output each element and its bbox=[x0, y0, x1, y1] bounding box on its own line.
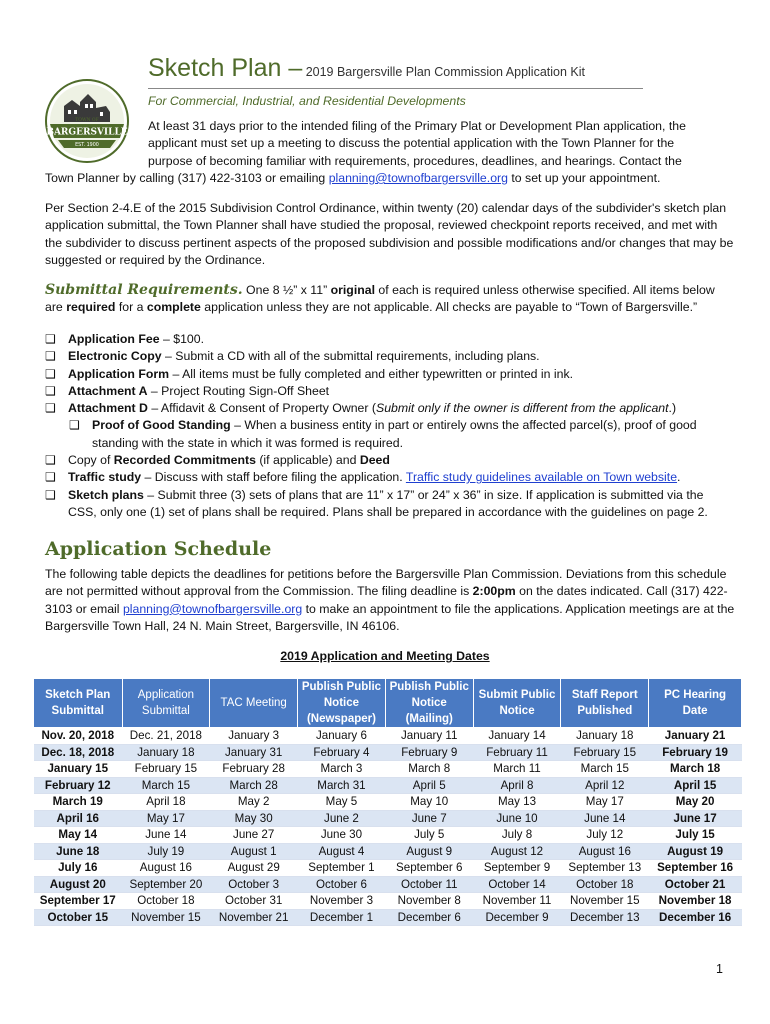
logo-top-text: TOWN OF bbox=[75, 118, 99, 123]
table-cell: November 18 bbox=[649, 893, 742, 910]
table-cell: May 14 bbox=[34, 827, 123, 844]
table-cell: December 6 bbox=[385, 909, 473, 926]
table-cell: November 8 bbox=[385, 893, 473, 910]
table-cell: June 7 bbox=[385, 810, 473, 827]
table-cell: November 21 bbox=[210, 909, 298, 926]
table-cell: October 3 bbox=[210, 876, 298, 893]
table-cell: October 21 bbox=[649, 876, 742, 893]
table-cell: April 15 bbox=[649, 777, 742, 794]
table-cell: July 15 bbox=[649, 827, 742, 844]
submittal-text-2: of each is required unless otherwise specified. All items below are bbox=[45, 283, 715, 315]
table-cell: April 12 bbox=[561, 777, 649, 794]
table-cell: October 15 bbox=[34, 909, 123, 926]
table-row bbox=[34, 860, 742, 877]
table-cell: March 8 bbox=[385, 761, 473, 778]
schedule-heading: Application Schedule bbox=[45, 538, 272, 560]
checklist-item: ❑ Sketch plans – Submit three (3) sets of plans that are 11” x 17” or 24” x 36” in size. If application is submitted via the CSS, only one (1) set of plans shall be required. Plans shall be prepared in accordance with the guidelines on page 2. bbox=[45, 487, 708, 519]
submittal-required: required bbox=[66, 300, 116, 315]
table-cell: June 14 bbox=[561, 810, 649, 827]
table-cell: October 18 bbox=[561, 876, 649, 893]
table-header-row bbox=[34, 679, 742, 728]
table-cell: January 14 bbox=[473, 728, 561, 745]
table-cell: July 5 bbox=[385, 827, 473, 844]
ordinance-paragraph: Per Section 2-4.E of the 2015 Subdivision Control Ordinance, within twenty (20) calendar days of the subdivider's sketch plan application submittal, the Town Planner shall have studied the proposal, reviewed checkpoint reports received, and met with the subdivider to discuss pertinent aspects of the proposed subdivision and possible modifications and/or changes that may be suggested or required by the Ordinance. bbox=[45, 201, 734, 267]
table-cell: June 18 bbox=[34, 843, 123, 860]
schedule-email-link[interactable]: planning@townofbargersville.org bbox=[122, 601, 303, 616]
submittal-text-3: for a bbox=[115, 300, 147, 315]
table-cell: July 16 bbox=[34, 860, 123, 877]
table-cell: March 18 bbox=[649, 761, 742, 778]
intro-paragraph: At least 31 days prior to the intended filing of the Primary Plat or Development Plan application, the applicant must set up a meeting to discuss the potential application with the Town Planner for the purpose of becoming familiar with requirements, procedures, deadlines, and hearings. Contact the bbox=[148, 119, 686, 168]
title-divider bbox=[148, 88, 643, 89]
table-cell: December 16 bbox=[649, 909, 742, 926]
intro-contact-line bbox=[45, 170, 735, 187]
table-cell: March 19 bbox=[34, 794, 123, 811]
table-header-cell: Submit Public Notice bbox=[473, 679, 561, 728]
table-cell: April 18 bbox=[122, 794, 210, 811]
table-row bbox=[34, 909, 742, 926]
schedule-text-2: on the dates indicated. Call (317) 422-3103 or email bbox=[45, 584, 728, 616]
table-cell: November 3 bbox=[298, 893, 386, 910]
table-cell: August 20 bbox=[34, 876, 123, 893]
table-cell: February 28 bbox=[210, 761, 298, 778]
table-cell: October 11 bbox=[385, 876, 473, 893]
table-cell: June 17 bbox=[649, 810, 742, 827]
table-cell: August 9 bbox=[385, 843, 473, 860]
checkbox-icon[interactable]: ❑ bbox=[45, 366, 56, 381]
table-cell: August 12 bbox=[473, 843, 561, 860]
table-cell: September 1 bbox=[298, 860, 386, 877]
table-cell: December 1 bbox=[298, 909, 386, 926]
table-title: 2019 Application and Meeting Dates bbox=[280, 649, 490, 663]
checklist-item: ❑ Copy of Recorded Commitments (if applicable) and Deed bbox=[45, 452, 735, 469]
submittal-heading: Submittal Requirements. bbox=[45, 282, 243, 298]
checkbox-icon[interactable]: ❑ bbox=[45, 453, 56, 468]
table-cell: September 17 bbox=[34, 893, 123, 910]
checklist-item: ❑ Electronic Copy – Submit a CD with all of the submittal requirements, including plans. bbox=[45, 348, 735, 365]
table-cell: March 31 bbox=[298, 777, 386, 794]
table-cell: January 18 bbox=[122, 744, 210, 761]
table-cell: May 5 bbox=[298, 794, 386, 811]
table-cell: September 13 bbox=[561, 860, 649, 877]
table-cell: June 27 bbox=[210, 827, 298, 844]
checkbox-icon[interactable]: ❑ bbox=[45, 470, 56, 485]
table-cell: March 28 bbox=[210, 777, 298, 794]
table-cell: January 21 bbox=[649, 728, 742, 745]
table-cell: January 15 bbox=[34, 761, 123, 778]
submittal-text-1: One 8 ½” x 11” bbox=[242, 283, 331, 297]
checklist-item: ❑ Traffic study – Discuss with staff before filing the application. Traffic study guidelines available on Town website. bbox=[45, 469, 735, 486]
table-cell: June 30 bbox=[298, 827, 386, 844]
table-cell: September 16 bbox=[649, 860, 742, 877]
requirements-checklist bbox=[45, 331, 735, 521]
table-header-cell: PC Hearing Date bbox=[649, 679, 742, 728]
table-cell: January 6 bbox=[298, 728, 386, 745]
table-cell: June 2 bbox=[298, 810, 386, 827]
table-cell: May 30 bbox=[210, 810, 298, 827]
traffic-study-link[interactable]: Traffic study guidelines available on Town website bbox=[405, 470, 678, 485]
filing-deadline-time: 2:00pm bbox=[472, 584, 516, 599]
planning-email-link[interactable]: planning@townofbargersville.org bbox=[328, 171, 508, 185]
table-cell: May 2 bbox=[210, 794, 298, 811]
page-subtitle: For Commercial, Industrial, and Residential Developments bbox=[148, 94, 466, 108]
table-cell: August 19 bbox=[649, 843, 742, 860]
schedule-text-3: to make an appointment to file the applications. Application meetings are at the Bargersville Town Hall, 24 N. Main Street, Bargersville, IN 46106. bbox=[45, 601, 735, 633]
submittal-original: original bbox=[330, 283, 376, 297]
table-cell: April 16 bbox=[34, 810, 123, 827]
table-cell: August 16 bbox=[561, 843, 649, 860]
checklist-subitem: ❑ Proof of Good Standing – When a business entity in part or entirely owns the affected parcel(s), proof of good standing with the state in which it was formed is required. bbox=[69, 418, 697, 450]
table-body bbox=[34, 728, 742, 926]
table-cell: February 9 bbox=[385, 744, 473, 761]
table-header-cell: TAC Meeting bbox=[210, 679, 298, 728]
table-header-cell: Staff Report Published bbox=[561, 679, 649, 728]
table-row bbox=[34, 777, 742, 794]
title-sub: 2019 Bargersville Plan Commission Application Kit bbox=[305, 65, 585, 79]
table-header-cell: Application Submittal bbox=[122, 679, 210, 728]
table-cell: October 31 bbox=[210, 893, 298, 910]
schedule-paragraph bbox=[45, 566, 735, 635]
checkbox-icon[interactable]: ❑ bbox=[45, 332, 56, 346]
table-cell: November 11 bbox=[473, 893, 561, 910]
table-header-cell: Publish Public Notice (Mailing) bbox=[385, 679, 473, 728]
checklist-item: ❑ Application Fee – $100. bbox=[45, 331, 735, 348]
table-cell: June 14 bbox=[122, 827, 210, 844]
table-cell: January 18 bbox=[561, 728, 649, 745]
logo-name: BARGERSVILLE bbox=[46, 127, 128, 138]
table-cell: April 8 bbox=[473, 777, 561, 794]
checkbox-icon[interactable]: ❑ bbox=[45, 349, 56, 364]
page-title bbox=[148, 54, 585, 83]
table-cell: December 13 bbox=[561, 909, 649, 926]
table-header-cell: Sketch Plan Submittal bbox=[34, 679, 123, 728]
table-cell: July 19 bbox=[122, 843, 210, 860]
table-cell: March 15 bbox=[122, 777, 210, 794]
table-cell: August 29 bbox=[210, 860, 298, 877]
table-cell: May 17 bbox=[561, 794, 649, 811]
table-cell: March 3 bbox=[298, 761, 386, 778]
table-cell: October 14 bbox=[473, 876, 561, 893]
table-cell: April 5 bbox=[385, 777, 473, 794]
table-cell: August 4 bbox=[298, 843, 386, 860]
table-cell: February 12 bbox=[34, 777, 123, 794]
table-row bbox=[34, 810, 742, 827]
dates-table bbox=[33, 678, 742, 926]
table-cell: October 6 bbox=[298, 876, 386, 893]
logo-est: EST. 1900 bbox=[75, 143, 99, 148]
table-row bbox=[34, 843, 742, 860]
table-cell: March 15 bbox=[561, 761, 649, 778]
town-logo bbox=[44, 78, 130, 164]
table-cell: February 15 bbox=[122, 761, 210, 778]
table-cell: February 11 bbox=[473, 744, 561, 761]
table-cell: September 20 bbox=[122, 876, 210, 893]
schedule-text-1: The following table depicts the deadlines for petitions before the Bargersville Plan Commission. Deviations from this schedule are not permitted without approval from the Commission. The filing deadline is bbox=[45, 567, 727, 599]
table-cell: June 10 bbox=[473, 810, 561, 827]
table-cell: Dec. 21, 2018 bbox=[122, 728, 210, 745]
table-cell: February 15 bbox=[561, 744, 649, 761]
table-row bbox=[34, 893, 742, 910]
checkbox-icon[interactable]: ❑ bbox=[45, 487, 56, 502]
submittal-text-4: application unless they are not applicable. All checks are payable to “Town of Bargersville.” bbox=[200, 300, 698, 315]
page-number: 1 bbox=[716, 962, 723, 976]
table-cell: December 9 bbox=[473, 909, 561, 926]
table-cell: November 15 bbox=[122, 909, 210, 926]
table-cell: May 17 bbox=[122, 810, 210, 827]
table-cell: May 13 bbox=[473, 794, 561, 811]
checkbox-icon[interactable]: ❑ bbox=[69, 418, 80, 433]
table-cell: February 4 bbox=[298, 744, 386, 761]
table-header-cell: Publish Public Notice (Newspaper) bbox=[298, 679, 386, 728]
table-cell: March 11 bbox=[473, 761, 561, 778]
table-row bbox=[34, 876, 742, 893]
intro-contact-end: to set up your appointment. bbox=[507, 171, 661, 185]
table-cell: February 19 bbox=[649, 744, 742, 761]
checklist-item: ❑ Application Form – All items must be fully completed and either typewritten or printed in ink. bbox=[45, 366, 735, 383]
submittal-requirements bbox=[45, 282, 735, 317]
checkbox-icon[interactable]: ❑ bbox=[45, 401, 56, 416]
table-cell: September 9 bbox=[473, 860, 561, 877]
table-row bbox=[34, 728, 742, 745]
table-cell: August 1 bbox=[210, 843, 298, 860]
table-cell: Nov. 20, 2018 bbox=[34, 728, 123, 745]
checklist-item: ❑ Attachment A – Project Routing Sign-Off Sheet bbox=[45, 383, 735, 400]
table-cell: November 15 bbox=[561, 893, 649, 910]
table-cell: July 8 bbox=[473, 827, 561, 844]
title-main: Sketch Plan – bbox=[148, 54, 303, 82]
table-cell: May 10 bbox=[385, 794, 473, 811]
table-cell: August 16 bbox=[122, 860, 210, 877]
table-row bbox=[34, 744, 742, 761]
table-cell: July 12 bbox=[561, 827, 649, 844]
table-cell: September 6 bbox=[385, 860, 473, 877]
table-cell: Dec. 18, 2018 bbox=[34, 744, 123, 761]
table-cell: January 31 bbox=[210, 744, 298, 761]
submittal-complete: complete bbox=[146, 300, 201, 315]
table-cell: January 11 bbox=[385, 728, 473, 745]
table-cell: May 20 bbox=[649, 794, 742, 811]
table-cell: October 18 bbox=[122, 893, 210, 910]
checkbox-icon[interactable]: ❑ bbox=[45, 383, 56, 398]
table-row bbox=[34, 794, 742, 811]
table-cell: January 3 bbox=[210, 728, 298, 745]
table-row bbox=[34, 761, 742, 778]
checklist-item: ❑ Attachment D – Affidavit & Consent of Property Owner (Submit only if the owner is different from the applicant.) bbox=[45, 400, 735, 417]
intro-contact-text: Town Planner by calling (317) 422-3103 or emailing bbox=[45, 171, 329, 185]
table-row bbox=[34, 827, 742, 844]
